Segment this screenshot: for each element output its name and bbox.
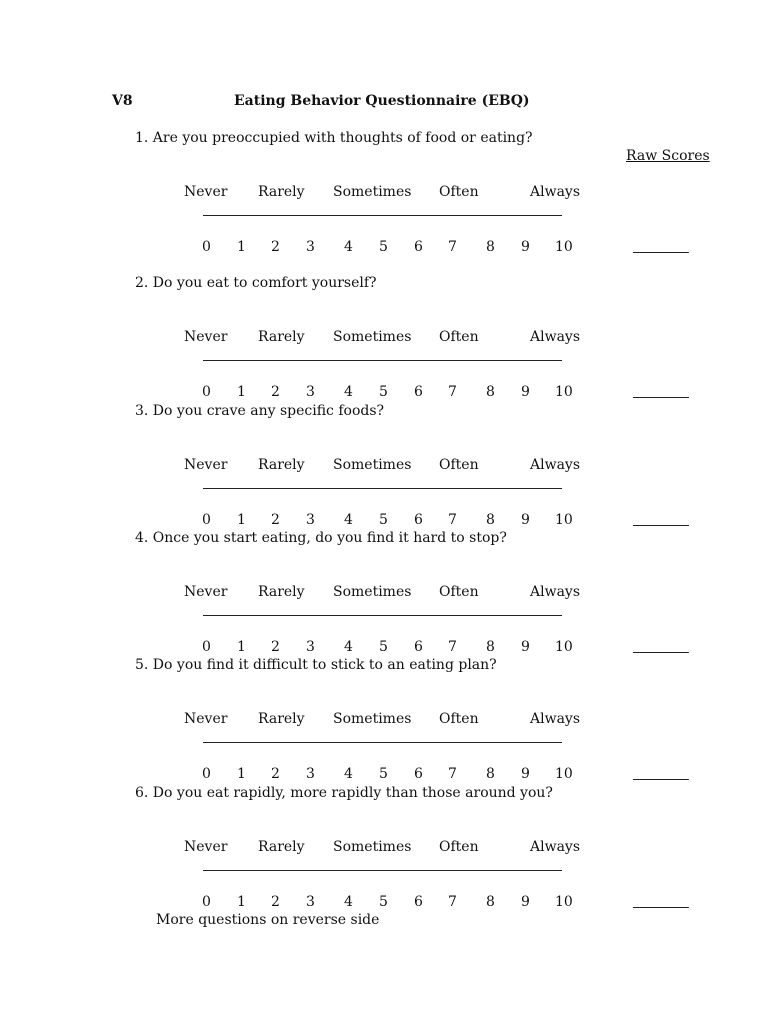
question-text: 6. Do you eat rapidly, more rapidly than those around you?: [135, 785, 553, 801]
scale-number[interactable]: 0: [202, 512, 211, 528]
scale-number[interactable]: 3: [306, 894, 315, 910]
scale-label: Often: [439, 584, 479, 600]
scale-number[interactable]: 0: [202, 766, 211, 782]
footer-note: More questions on reverse side: [156, 912, 380, 928]
scale-number[interactable]: 5: [379, 894, 388, 910]
question-block: [0, 404, 768, 532]
scale-number[interactable]: 7: [448, 512, 457, 528]
scale-number[interactable]: 0: [202, 639, 211, 655]
raw-score-blank[interactable]: [633, 252, 689, 253]
scale-number[interactable]: 9: [521, 894, 530, 910]
scale-number[interactable]: 8: [486, 639, 495, 655]
scale-number[interactable]: 6: [414, 384, 423, 400]
raw-score-blank[interactable]: [633, 525, 689, 526]
scale-label: Rarely: [258, 329, 305, 345]
scale-number[interactable]: 10: [555, 894, 573, 910]
scale-number[interactable]: 9: [521, 239, 530, 255]
question-text: 2. Do you eat to comfort yourself?: [135, 275, 377, 291]
question-block: [0, 131, 768, 259]
scale-number[interactable]: 9: [521, 384, 530, 400]
raw-score-blank[interactable]: [633, 652, 689, 653]
scale-number[interactable]: 7: [448, 766, 457, 782]
scale-number[interactable]: 3: [306, 766, 315, 782]
scale-number[interactable]: 10: [555, 239, 573, 255]
scale-line: [203, 215, 562, 216]
scale-number[interactable]: 3: [306, 384, 315, 400]
scale-number[interactable]: 9: [521, 766, 530, 782]
version-label: V8: [112, 93, 133, 109]
scale-label: Often: [439, 839, 479, 855]
scale-number[interactable]: 8: [486, 512, 495, 528]
scale-number[interactable]: 7: [448, 384, 457, 400]
question-block: [0, 658, 768, 786]
scale-label: Sometimes: [333, 457, 412, 473]
scale-label: Always: [530, 711, 581, 727]
scale-line: [203, 870, 562, 871]
scale-label: Sometimes: [333, 584, 412, 600]
scale-number[interactable]: 3: [306, 639, 315, 655]
scale-label: Sometimes: [333, 711, 412, 727]
question-text: 5. Do you find it difficult to stick to an eating plan?: [135, 657, 497, 673]
scale-number[interactable]: 5: [379, 766, 388, 782]
scale-number[interactable]: 3: [306, 512, 315, 528]
scale-number[interactable]: 3: [306, 239, 315, 255]
scale-number[interactable]: 1: [237, 512, 246, 528]
scale-number[interactable]: 8: [486, 766, 495, 782]
scale-number[interactable]: 2: [271, 512, 280, 528]
scale-label: Rarely: [258, 184, 305, 200]
scale-number[interactable]: 4: [344, 384, 353, 400]
scale-number[interactable]: 4: [344, 239, 353, 255]
scale-number[interactable]: 0: [202, 384, 211, 400]
scale-label: Sometimes: [333, 839, 412, 855]
scale-line: [203, 742, 562, 743]
scale-number[interactable]: 9: [521, 512, 530, 528]
scale-label: Rarely: [258, 584, 305, 600]
raw-score-blank[interactable]: [633, 907, 689, 908]
scale-number[interactable]: 0: [202, 894, 211, 910]
scale-number[interactable]: 5: [379, 512, 388, 528]
scale-number[interactable]: 7: [448, 239, 457, 255]
question-block: [0, 531, 768, 659]
scale-number[interactable]: 6: [414, 639, 423, 655]
raw-score-blank[interactable]: [633, 779, 689, 780]
scale-label: Often: [439, 711, 479, 727]
scale-label: Often: [439, 457, 479, 473]
raw-score-blank[interactable]: [633, 397, 689, 398]
scale-number[interactable]: 1: [237, 894, 246, 910]
scale-number[interactable]: 6: [414, 766, 423, 782]
page-title: Eating Behavior Questionnaire (EBQ): [234, 93, 530, 109]
scale-number[interactable]: 6: [414, 512, 423, 528]
scale-number[interactable]: 2: [271, 894, 280, 910]
scale-number[interactable]: 6: [414, 239, 423, 255]
scale-label: Sometimes: [333, 184, 412, 200]
scale-number[interactable]: 2: [271, 384, 280, 400]
scale-label: Always: [530, 457, 581, 473]
scale-label: Always: [530, 584, 581, 600]
scale-label: Often: [439, 184, 479, 200]
scale-number[interactable]: 7: [448, 639, 457, 655]
scale-line: [203, 488, 562, 489]
scale-number[interactable]: 8: [486, 894, 495, 910]
scale-label: Always: [530, 839, 581, 855]
scale-number[interactable]: 10: [555, 384, 573, 400]
scale-label: Never: [184, 457, 228, 473]
scale-label: Never: [184, 329, 228, 345]
scale-number[interactable]: 8: [486, 239, 495, 255]
raw-scores-heading: Raw Scores: [626, 148, 710, 164]
scale-number[interactable]: 8: [486, 384, 495, 400]
scale-label: Often: [439, 329, 479, 345]
scale-number[interactable]: 5: [379, 384, 388, 400]
scale-number[interactable]: 5: [379, 639, 388, 655]
question-text: 1. Are you preoccupied with thoughts of food or eating?: [135, 130, 533, 146]
scale-number[interactable]: 10: [555, 639, 573, 655]
scale-number[interactable]: 1: [237, 384, 246, 400]
scale-label: Rarely: [258, 839, 305, 855]
question-text: 3. Do you crave any specific foods?: [135, 403, 385, 419]
scale-number[interactable]: 2: [271, 239, 280, 255]
scale-number[interactable]: 9: [521, 639, 530, 655]
scale-number[interactable]: 10: [555, 512, 573, 528]
scale-label: Rarely: [258, 711, 305, 727]
scale-label: Always: [530, 184, 581, 200]
scale-number[interactable]: 4: [344, 639, 353, 655]
scale-number[interactable]: 4: [344, 766, 353, 782]
scale-label: Never: [184, 711, 228, 727]
scale-label: Never: [184, 584, 228, 600]
scale-number[interactable]: 5: [379, 239, 388, 255]
scale-line: [203, 360, 562, 361]
scale-number[interactable]: 6: [414, 894, 423, 910]
scale-label: Never: [184, 184, 228, 200]
scale-number[interactable]: 7: [448, 894, 457, 910]
scale-number[interactable]: 4: [344, 512, 353, 528]
scale-number[interactable]: 10: [555, 766, 573, 782]
scale-line: [203, 615, 562, 616]
scale-number[interactable]: 2: [271, 766, 280, 782]
question-block: [0, 276, 768, 404]
question-text: 4. Once you start eating, do you find it hard to stop?: [135, 530, 507, 546]
scale-number[interactable]: 2: [271, 639, 280, 655]
scale-number[interactable]: 4: [344, 894, 353, 910]
scale-number[interactable]: 1: [237, 639, 246, 655]
scale-label: Rarely: [258, 457, 305, 473]
scale-number[interactable]: 1: [237, 766, 246, 782]
scale-label: Always: [530, 329, 581, 345]
scale-label: Never: [184, 839, 228, 855]
question-block: [0, 786, 768, 914]
scale-number[interactable]: 1: [237, 239, 246, 255]
scale-number[interactable]: 0: [202, 239, 211, 255]
scale-label: Sometimes: [333, 329, 412, 345]
